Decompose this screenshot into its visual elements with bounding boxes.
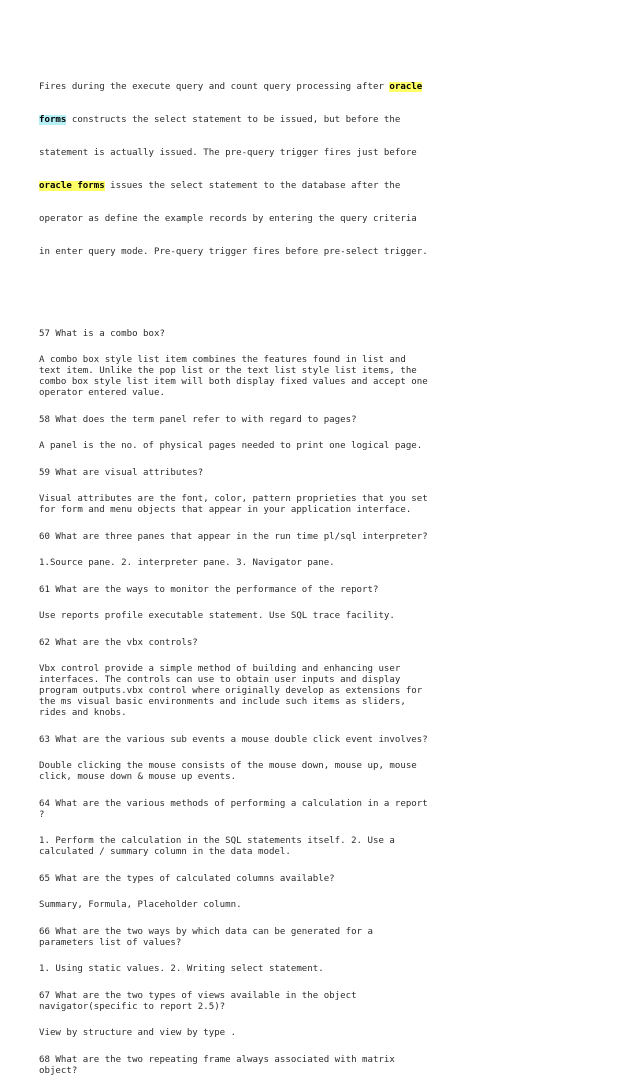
question-line: 65 What are the types of calculated columns available? [39,874,335,884]
answer-line: A panel is the no. of physical pages needed to print one logical page. [39,441,423,451]
answer [39,441,629,452]
answer [39,1028,629,1039]
question-line: object? [39,1066,78,1076]
answer-line: text item. Unlike the pop list or the text list style list items, the [39,366,417,376]
answer-line: View by structure and view by type . [39,1028,237,1038]
highlight-oracle: oracle [389,82,423,92]
answer [39,355,629,399]
intro-line-3: statement is actually issued. The pre-query trigger fires just before [39,148,417,158]
question-line: 68 What are the two repeating frame always associated with matrix [39,1055,395,1065]
answer-line: operator entered value. [39,388,165,398]
answer-line: Vbx control provide a simple method of building and enhancing user [39,664,401,674]
question [39,1055,629,1077]
question-line: navigator(specific to report 2.5)? [39,1002,226,1012]
question-line: 61 What are the ways to monitor the performance of the report? [39,585,379,595]
answer-line: Visual attributes are the font, color, pattern proprieties that you set [39,494,428,504]
question-line: 64 What are the various methods of performing a calculation in a report [39,799,428,809]
question-line: 59 What are visual attributes? [39,468,204,478]
intro-text: issues the select statement to the database after the [104,181,401,191]
question-line: 63 What are the various sub events a mouse double click event involves? [39,735,428,745]
answer-line: the ms visual basic environments and include such items as sliders, [39,697,406,707]
answer-line: combo box style list item will both display fixed values and accept one [39,377,428,387]
question [39,638,629,649]
answer-line: rides and knobs. [39,708,127,718]
question [39,329,629,340]
answer [39,836,629,858]
question [39,532,629,543]
question-line: 66 What are the two ways by which data can be generated for a [39,927,373,937]
question-line: ? [39,810,45,820]
answer [39,558,629,569]
question [39,799,629,821]
intro-paragraph [39,60,629,280]
intro-line-2 [39,115,629,126]
question-line: parameters list of values? [39,938,182,948]
answer-line: Summary, Formula, Placeholder column. [39,900,242,910]
answer-line: 1. Using static values. 2. Writing select statement. [39,964,324,974]
answer [39,494,629,516]
highlight-oracle-forms: oracle forms [39,181,105,191]
answer-line: for form and menu objects that appear in your application interface. [39,505,412,515]
answer [39,900,629,911]
intro-text: constructs the select statement to be issued, but before the [66,115,401,125]
question-line: 57 What is a combo box? [39,329,165,339]
answer-line: calculated / summary column in the data model. [39,847,291,857]
answer [39,964,629,975]
answer-line: program outputs.vbx control where originally develop as extensions for [39,686,423,696]
question [39,468,629,479]
question [39,415,629,426]
answer-line: 1. Perform the calculation in the SQL statements itself. 2. Use a [39,836,395,846]
question-line: 62 What are the vbx controls? [39,638,198,648]
answer-line: interfaces. The controls can use to obtain user inputs and display [39,675,401,685]
intro-line-6: in enter query mode. Pre-query trigger fires before pre-select trigger. [39,247,428,257]
question [39,585,629,596]
intro-text: Fires during the execute query and count query processing after [39,82,390,92]
highlight-forms: forms [39,115,67,125]
qa-list [39,329,629,1077]
question [39,991,629,1013]
answer-line: Use reports profile executable statement. Use SQL trace facility. [39,611,395,621]
question [39,874,629,885]
question-line: 58 What does the term panel refer to with regard to pages? [39,415,357,425]
question [39,735,629,746]
document-page [39,38,629,1088]
answer-line: 1.Source pane. 2. interpreter pane. 3. Navigator pane. [39,558,335,568]
intro-line-5: operator as define the example records by entering the query criteria [39,214,417,224]
answer [39,761,629,783]
answer [39,611,629,622]
question-line: 67 What are the two types of views available in the object [39,991,357,1001]
answer-line: click, mouse down & mouse up events. [39,772,237,782]
answer-line: Double clicking the mouse consists of the mouse down, mouse up, mouse [39,761,417,771]
intro-line-4 [39,181,629,192]
answer [39,664,629,719]
intro-line-1 [39,82,629,93]
answer-line: A combo box style list item combines the features found in list and [39,355,406,365]
question [39,927,629,949]
question-line: 60 What are three panes that appear in the run time pl/sql interpreter? [39,532,428,542]
